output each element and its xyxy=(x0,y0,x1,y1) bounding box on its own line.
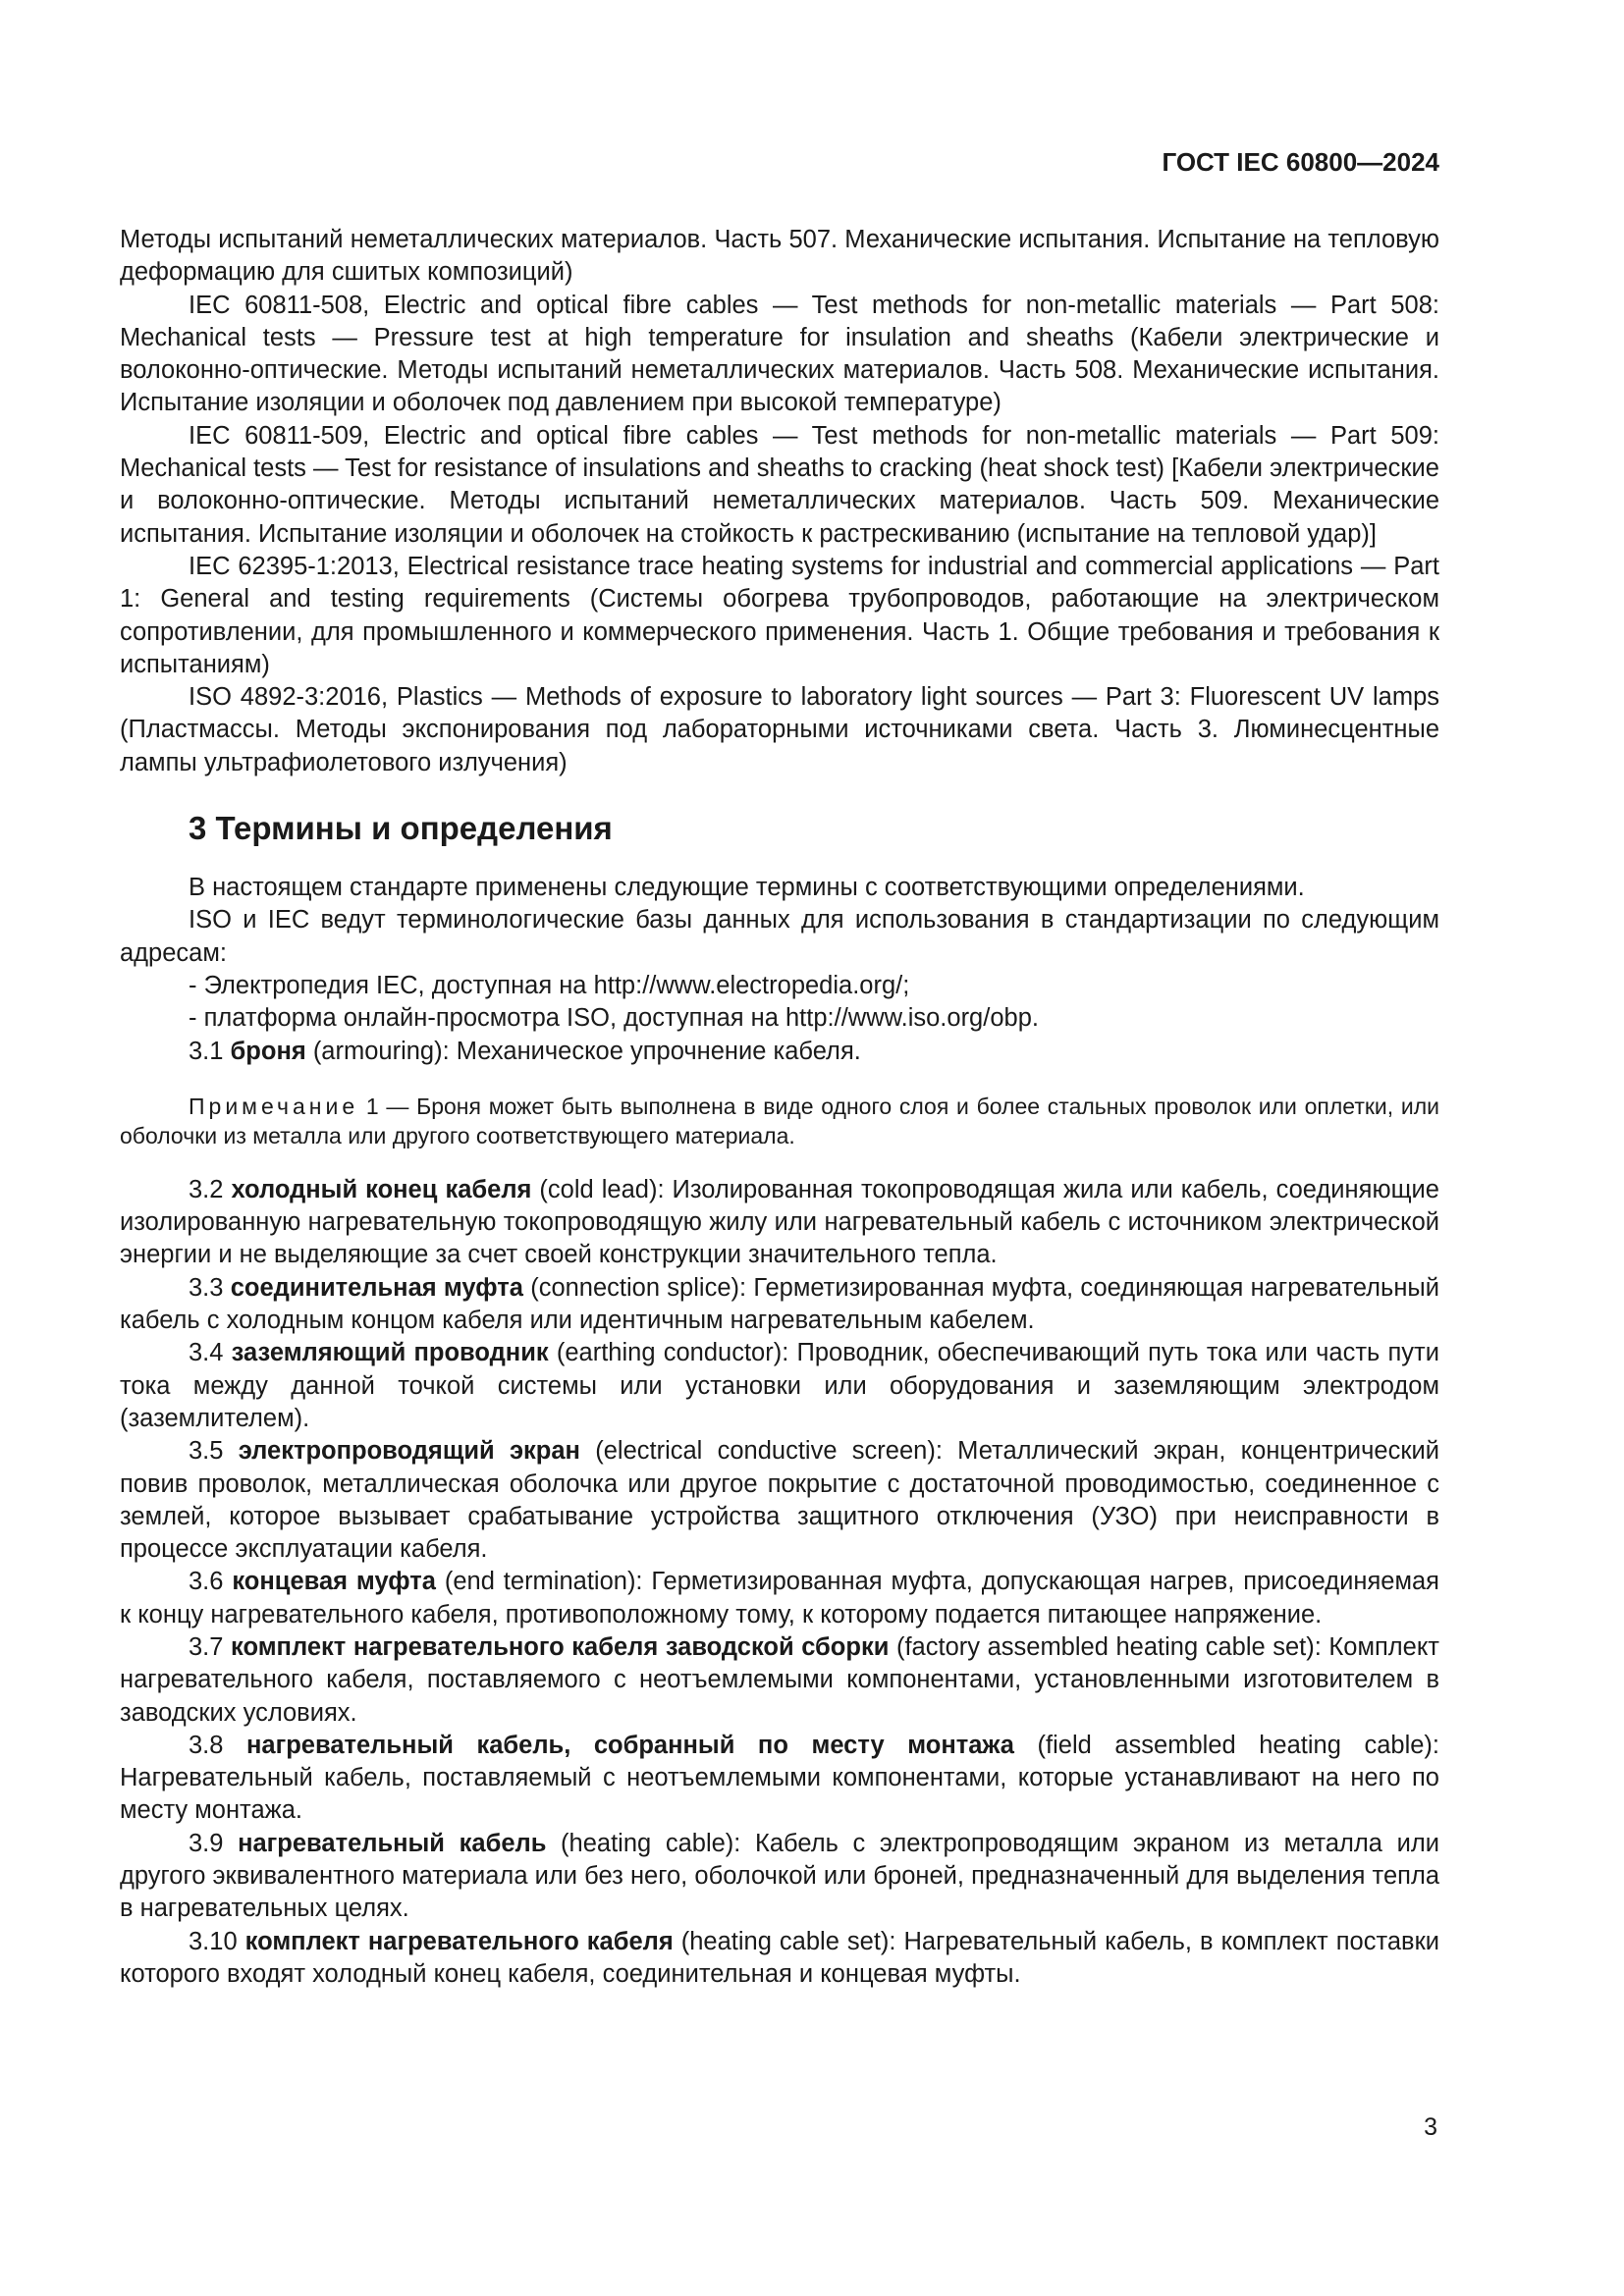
term-name: холодный конец кабеля xyxy=(231,1175,532,1203)
term-number: 3.2 xyxy=(189,1175,232,1203)
term-number: 3.4 xyxy=(189,1339,232,1367)
list-item-iso-obp: - платформа онлайн-просмотра ISO, доступная на http://www.iso.org/obp. xyxy=(189,1004,1039,1033)
term-name: электропроводящий экран xyxy=(238,1437,580,1466)
term-number: 3.8 xyxy=(189,1731,247,1759)
note-label: Примечание xyxy=(189,1093,359,1119)
term-name: соединительная муфта xyxy=(230,1273,523,1302)
reference-continuation: Методы испытаний неметаллических материалов. Часть 507. Механические испытания. Испытание на тепловую деформацию для сшитых композиций) xyxy=(120,226,1439,287)
reference-iec-60811-509: IEC 60811-509, Electric and optical fibre cables — Test methods for non-metallic materials — Part 509: Mechanical tests — Test for resistance of insulations and sheaths to cracking (heat shock test) [Кабели электрические и волоконно-оптические. Методы испытаний неметаллических материалов. Часть 509. Механические испытания. Испытание изоляции и оболочек на стойкость к растрескиванию (испытание на тепловой удар)] xyxy=(120,421,1439,548)
term-name: комплект нагревательного кабеля заводской сборки xyxy=(231,1632,890,1661)
term-name: заземляющий проводник xyxy=(231,1339,549,1367)
terminology-databases-intro: ISO и IEC ведут терминологические базы данных для использования в стандартизации по следующим адресам: xyxy=(120,906,1439,967)
term-3-2 xyxy=(120,1174,1439,1272)
section-heading: 3 Термины и определения xyxy=(189,810,613,847)
page-number: 3 xyxy=(1424,2113,1437,2141)
term-name: концевая муфта xyxy=(232,1568,436,1596)
note xyxy=(120,1092,1439,1150)
term-number: 3.6 xyxy=(189,1568,233,1596)
term-number: 3.10 xyxy=(189,1927,245,1955)
term-definition: (heating cable): Кабель с электропроводящим экраном из металла или другого эквивалентного материала или без него, оболочкой или броней, предназначенный для выделения тепла в нагревательных целях. xyxy=(120,1829,1439,1923)
term-definition: (armouring): Механическое упрочнение кабеля. xyxy=(305,1037,861,1065)
term-3-5 xyxy=(120,1435,1439,1566)
reference-iso-4892-3: ISO 4892-3:2016, Plastics — Methods of exposure to laboratory light sources — Part 3: Fluorescent UV lamps (Пластмассы. Методы экспонирования под лабораторными источниками света. Часть 3. Люминесцентные лампы ультрафиолетового излучения) xyxy=(120,683,1439,776)
page-body xyxy=(120,224,1439,1991)
term-3-9 xyxy=(120,1828,1439,1926)
term-definition: (heating cable set): Нагревательный кабель, в комплект поставки которого входят холодный конец кабеля, соединительная и концевая муфты. xyxy=(120,1927,1439,1988)
document-header: ГОСТ IEC 60800—2024 xyxy=(1162,147,1439,177)
term-definition: (cold lead): Изолированная токопроводящая жила или кабель, соединяющие изолированную нагревательную токопроводящую жилу или нагревательный кабель с источником электрической энергии и не выделяющие за счет своей конструкции значительного тепла. xyxy=(120,1175,1439,1269)
note-text: 1 — Броня может быть выполнена в виде одного слоя и более стальных проволок или оплетки, или оболочки из металла или другого соответствующего материала. xyxy=(120,1093,1439,1148)
term-definition: (connection splice): Герметизированная муфта, соединяющая нагревательный кабель с холодным концом кабеля или идентичным нагревательным кабелем. xyxy=(120,1273,1439,1335)
list-item-electropedia: - Электропедия IEC, доступная на http://www.electropedia.org/; xyxy=(189,971,910,999)
term-3-8 xyxy=(120,1730,1439,1828)
term-name: комплект нагревательного кабеля xyxy=(244,1927,674,1955)
term-definition: (factory assembled heating cable set): Комплект нагревательного кабеля, поставляемого с неотъемлемыми компонентами, установленными изготовителем в заводских условиях. xyxy=(120,1632,1439,1727)
term-name: броня xyxy=(230,1037,306,1065)
reference-iec-60811-508: IEC 60811-508, Electric and optical fibre cables — Test methods for non-metallic materials — Part 508: Mechanical tests — Pressure test at high temperature for insulation and sheaths (Кабели электрические и волоконно-оптические. Методы испытаний неметаллических материалов. Часть 508. Механические испытания. Испытание изоляции и оболочек под давлением при высокой температуре) xyxy=(120,291,1439,417)
term-number: 3.3 xyxy=(189,1273,231,1302)
reference-iec-62395-1: IEC 62395-1:2013, Electrical resistance trace heating systems for industrial and commercial applications — Part 1: General and testing requirements (Системы обогрева трубопроводов, работающие на электрическом сопротивлении, для промышленного и коммерческого применения. Часть 1. Общие требования и требования к испытаниям) xyxy=(120,552,1439,678)
term-3-7 xyxy=(120,1631,1439,1730)
term-3-1 xyxy=(120,1036,1439,1068)
term-definition: (electrical conductive screen): Металлический экран, концентрический повив проволок, металлическая оболочка или другое покрытие с достаточной проводимостью, соединенное с землей, которое вызывает срабатывание устройства защитного отключения (УЗО) при неисправности в процессе эксплуатации кабеля. xyxy=(120,1437,1439,1564)
term-name: нагревательный кабель, собранный по месту монтажа xyxy=(246,1731,1014,1759)
term-3-6 xyxy=(120,1566,1439,1631)
term-number: 3.1 xyxy=(189,1037,231,1065)
section-intro: В настоящем стандарте применены следующие термины с соответствующими определениями. xyxy=(189,874,1305,902)
term-definition: (field assembled heating cable): Нагревательный кабель, поставляемый с неотъемлемыми компонентами, которые устанавливают на него по месту монтажа. xyxy=(120,1731,1439,1825)
term-3-4 xyxy=(120,1337,1439,1435)
term-number: 3.9 xyxy=(189,1829,239,1857)
term-3-3 xyxy=(120,1272,1439,1338)
term-number: 3.7 xyxy=(189,1632,232,1661)
term-number: 3.5 xyxy=(189,1437,239,1466)
term-definition: (end termination): Герметизированная муфта, допускающая нагрев, присоединяемая к концу нагревательного кабеля, противоположному тому, к которому подается питающее напряжение. xyxy=(120,1568,1439,1629)
term-name: нагревательный кабель xyxy=(238,1829,547,1857)
term-definition: (earthing conductor): Проводник, обеспечивающий путь тока или часть пути тока между данной точкой системы или установки или оборудования и заземляющим электродом (заземлителем). xyxy=(120,1339,1439,1432)
term-3-10 xyxy=(120,1926,1439,1992)
